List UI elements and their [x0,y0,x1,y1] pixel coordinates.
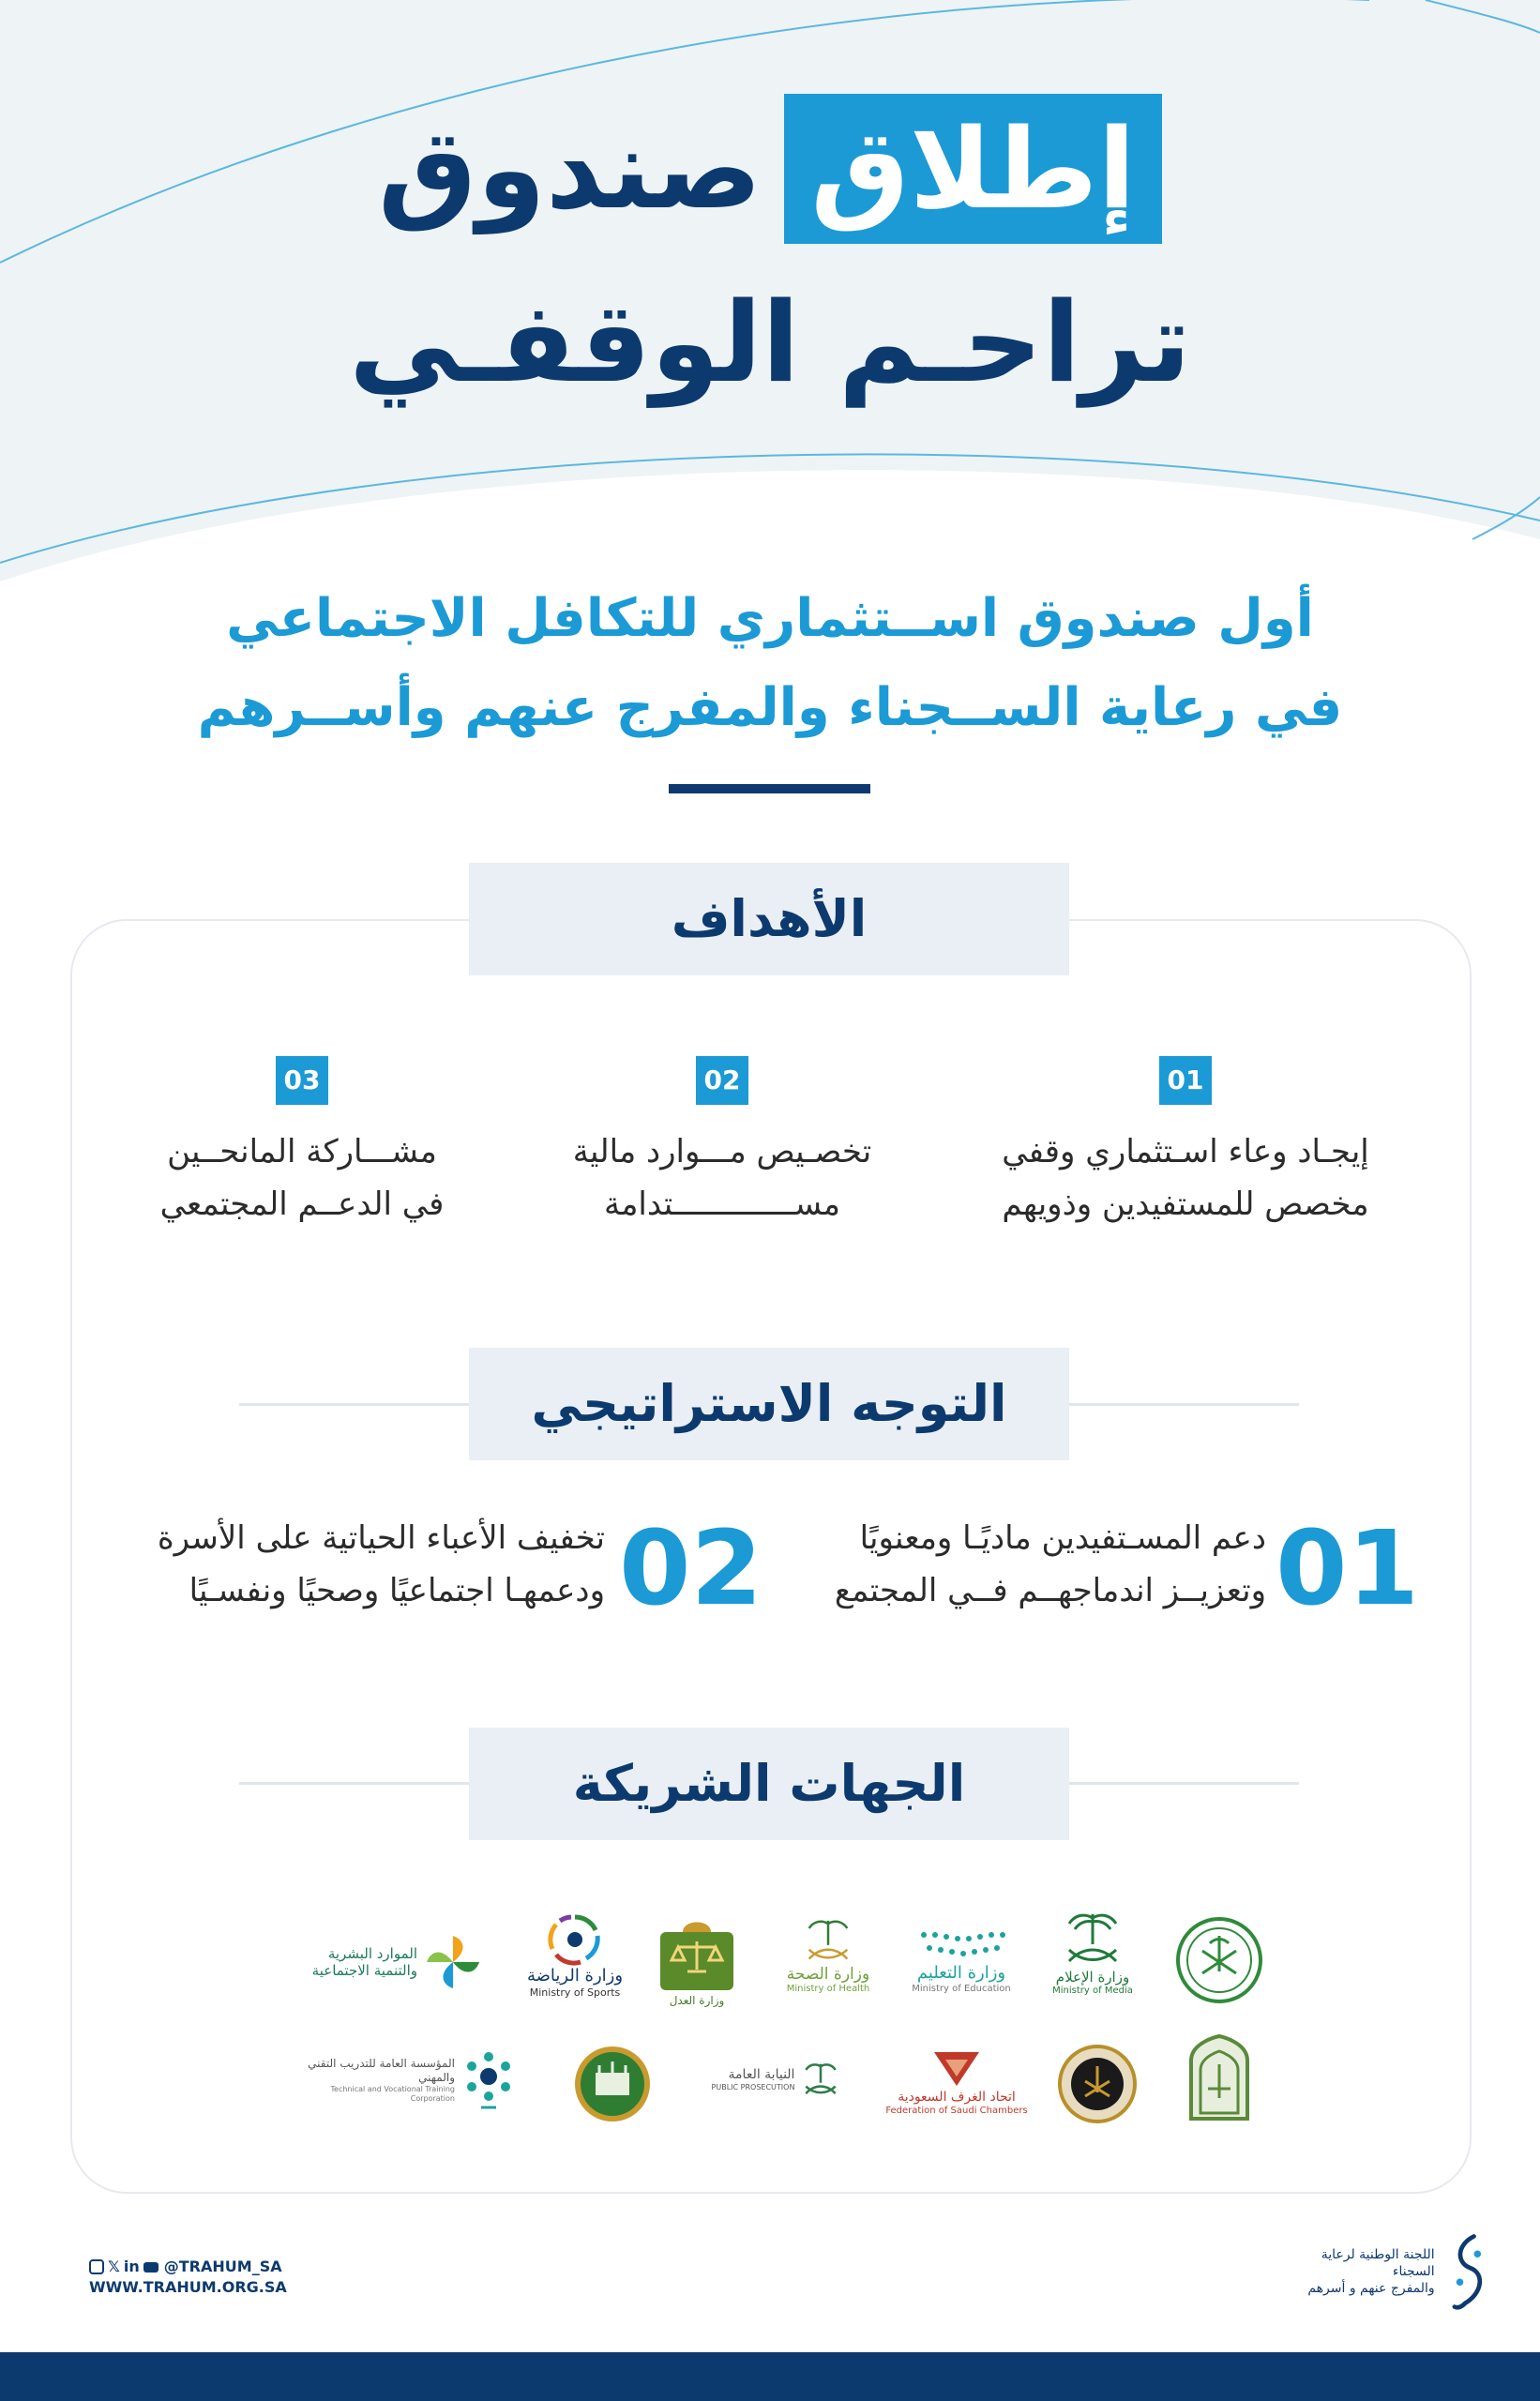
footer-social [89,2257,287,2298]
tvtc-en: Technical and Vocational Training Corporation [330,2085,455,2103]
palm-swords-icon [800,1916,856,1965]
ministry-health-en: Ministry of Health [786,1984,870,1994]
partner-logo-saudi-emblem [1149,1913,1290,2007]
pinwheel-icon [423,1932,483,1992]
palm-swords-icon [800,2059,841,2100]
palm-swords-icon [1060,1909,1125,1969]
ministry-sports-ar: وزارة الرياضة [526,1965,624,1986]
subtitle-line-1: أول صندوق اســتثماري للتكافل الاجتماعي [226,588,1314,649]
partner-logo-green-seal [542,2037,683,2131]
strategy-number-1: 01 [1276,1508,1420,1628]
hr-ministry-ar: الموارد البشرية والتنمية الاجتماعية [311,1945,417,1979]
footer-bar [0,2352,1540,2401]
partner-logo-ministry-justice [627,1913,767,2007]
goals-heading: الأهداف [469,863,1069,975]
strategy-item-2 [127,1512,605,1617]
partner-logo-tvtc [279,2043,523,2118]
ministry-media-en: Ministry of Media [1052,1986,1133,1996]
partner-logo-hr-ministry [286,1925,492,2000]
instagram-icon[interactable] [89,2259,104,2274]
partner-logo-ministry-media [1022,1906,1163,2000]
partner-logo-chambers-federation [872,2035,1041,2129]
title-highlight: إطلاق [784,94,1162,244]
partner-logo-ministry-sports [505,1909,645,2002]
strategy-number-2: 02 [619,1508,763,1628]
x-icon[interactable]: 𝕏 [108,2258,120,2275]
strategy-1-line-1: دعم المسـتفيدين ماديًـا ومعنويًا [859,1519,1266,1557]
divider [669,784,870,793]
org-logo [1285,2225,1491,2318]
partner-logo-public-prosecution [702,2046,852,2112]
partner-logo-ministry-health [758,1909,898,2002]
strategy-2-line-1: تخفيف الأعباء الحياتية على الأسرة [157,1519,605,1557]
tvtc-icon [460,2049,517,2111]
org-name [1285,2246,1435,2297]
goal-3-line-1: مشـــاركة المانحــين [167,1133,437,1170]
goal-2-line-2: مســـــــــــــتدامة [603,1185,841,1223]
goal-1-line-2: مخصص للمستفيدين وذويهم [1002,1185,1369,1223]
tvtc-text [286,2057,455,2104]
ministry-justice-ar: وزارة العدل [669,1994,725,2007]
strategy-1-line-2: وتعزيــز اندماجهــم فــي المجتمع [834,1572,1266,1609]
scales-icon [655,1913,739,1994]
title-line-2: تراحـم الوقفـي [349,278,1191,407]
strategy-heading: التوجه الاستراتيجي [469,1348,1069,1460]
goal-2-line-1: تخصـيص مـــوارد مالية [572,1133,872,1170]
star-ring-icon [545,1913,605,1966]
org-name-line-1: اللجنة الوطنية لرعاية السجناء [1321,2247,1435,2279]
goal-1-line-1: إيجـاد وعاء اسـتثماري وقفي [1002,1133,1369,1170]
chambers-federation-ar: اتحاد الغرف السعودية [898,2089,1016,2105]
youtube-icon[interactable] [143,2262,159,2273]
strategy-2-line-2: ودعمهـا اجتماعيًا وصحيًا ونفسـيًا [189,1572,605,1609]
public-prosecution-en: PUBLIC PROSECUTION [711,2083,795,2091]
chambers-icon [929,2048,985,2090]
ministry-education-en: Ministry of Education [912,1984,1011,1994]
public-prosecution-text [712,2066,795,2092]
title-line-1 [0,94,1540,253]
partners-heading: الجهات الشريكة [469,1728,1069,1840]
goal-number-3: 03 [276,1056,328,1105]
dots-wave-icon [914,1925,1008,1963]
website-link[interactable]: WWW.TRAHUM.ORG.SA [89,2278,287,2296]
social-handle[interactable]: @TRAHUM_SA [163,2258,282,2275]
partner-logo-ministry-education [891,1913,1032,2007]
goal-3-line-2: في الدعــم المجتمعي [159,1185,445,1223]
green-seal-icon [573,2045,652,2123]
mosque-icon [1182,2032,1257,2122]
ministry-education-ar: وزارة التعليم [916,1963,1006,1983]
social-row [89,2257,287,2277]
ministry-media-ar: وزارة الإعلام [1055,1969,1130,1986]
ministry-health-ar: وزارة الصحة [786,1965,870,1984]
ministry-sports-en: Ministry of Sports [529,1986,621,1999]
goal-item-3 [105,1125,499,1231]
linkedin-icon[interactable]: in [123,2258,140,2275]
org-name-line-2: والمفرج عنهم و أسرهم [1307,2281,1435,2296]
trahum-logo-icon [1439,2225,1491,2318]
emblem-badge-icon [1057,2044,1138,2124]
tvtc-ar: المؤسسة العامة للتدريب التقني والمهني [308,2057,455,2084]
goal-number-1: 01 [1159,1056,1212,1105]
partner-logo-islamic-affairs [1149,2031,1290,2124]
goal-item-2 [525,1125,919,1231]
saudi-emblem-icon [1174,1915,1264,2005]
title-rest: صندوق [378,104,762,234]
partner-logo-emblem-badge [1027,2037,1168,2131]
chambers-federation-en: Federation of Saudi Chambers [885,2105,1028,2116]
strategy-item-1 [797,1512,1266,1617]
goal-number-2: 02 [696,1056,748,1105]
goal-item-1 [989,1125,1382,1231]
public-prosecution-ar: النيابة العامة [728,2067,795,2082]
subtitle-line-2: في رعاية الســجناء والمفرج عنهم وأســرهم [197,677,1343,738]
